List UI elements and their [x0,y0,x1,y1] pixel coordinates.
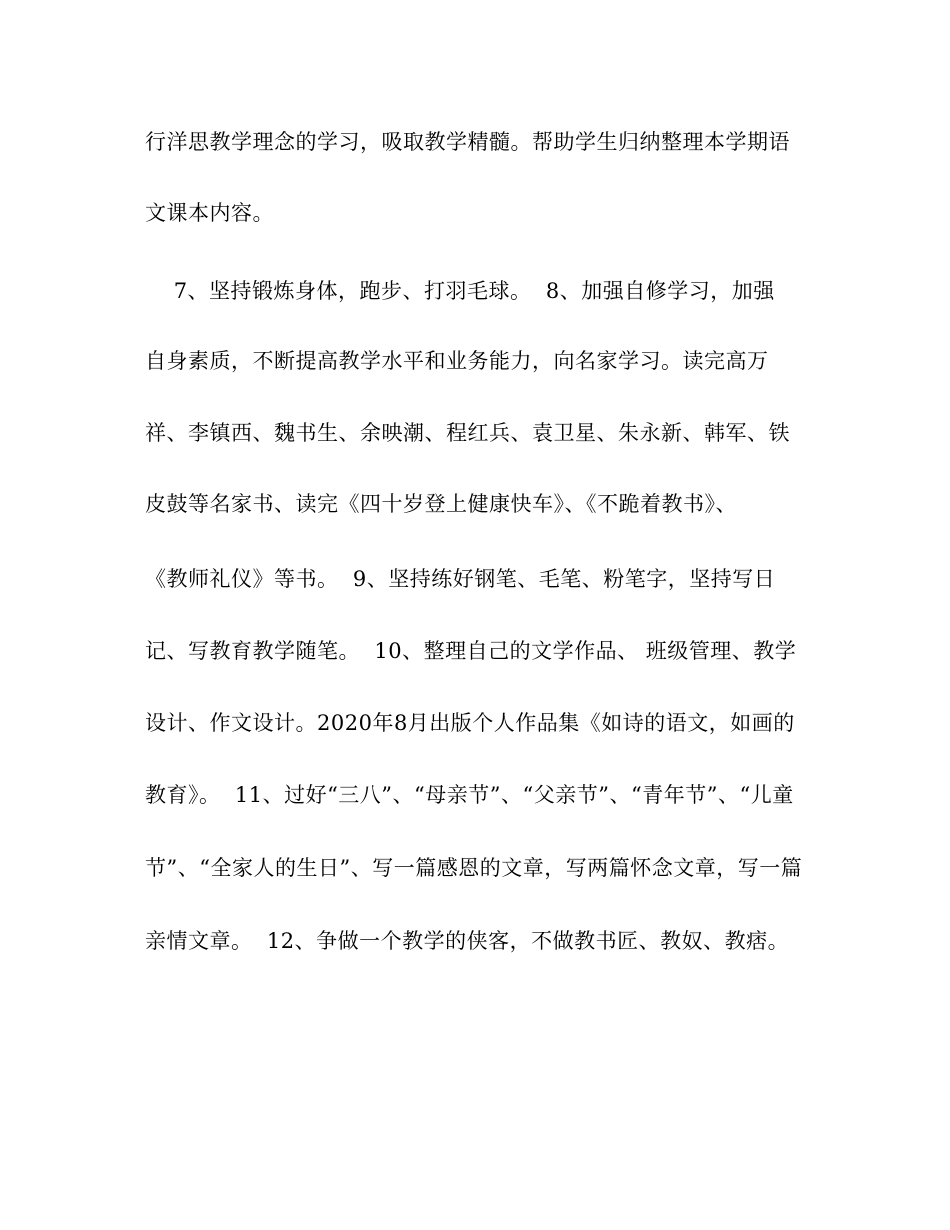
text-line: 7、坚持锻炼身体，跑步、打羽毛球。 8、加强自修学习，加强 [145,279,775,303]
text-line: 皮鼓等名家书、读完《四十岁登上健康快车》、《不跪着教书》、 [145,492,737,516]
text-line: 教育》。 11、过好“三八”、“母亲节”、“父亲节”、“青年节”、“儿童 [145,783,794,807]
text-line: 节”、“全家人的生日”、写一篇感恩的文章，写两篇怀念文章，写一篇 [145,856,803,880]
text-line: 行洋思教学理念的学习，吸取教学精髓。帮助学生归纳整理本学期语 [145,130,790,154]
text-line: 设计、作文设计。2020年8月出版个人作品集《如诗的语文，如画的 [145,711,795,735]
text-line: 祥、李镇西、魏书生、余映潮、程红兵、袁卫星、朱永新、韩军、铁 [145,421,790,445]
text-line: 自身素质，不断提高教学水平和业务能力，向名家学习。读完高万 [145,349,769,373]
text-line: 文课本内容。 [145,201,274,225]
text-line: 《教师礼仪》等书。 9、坚持练好钢笔、毛笔、粉笔字，坚持写日 [145,567,776,591]
text-line: 亲情文章。 12、争做一个教学的侠客，不做教书匠、教奴、教痞。 [145,929,790,953]
text-line: 记、写教育教学随笔。 10、整理自己的文学作品、 班级管理、教学 [145,639,797,663]
